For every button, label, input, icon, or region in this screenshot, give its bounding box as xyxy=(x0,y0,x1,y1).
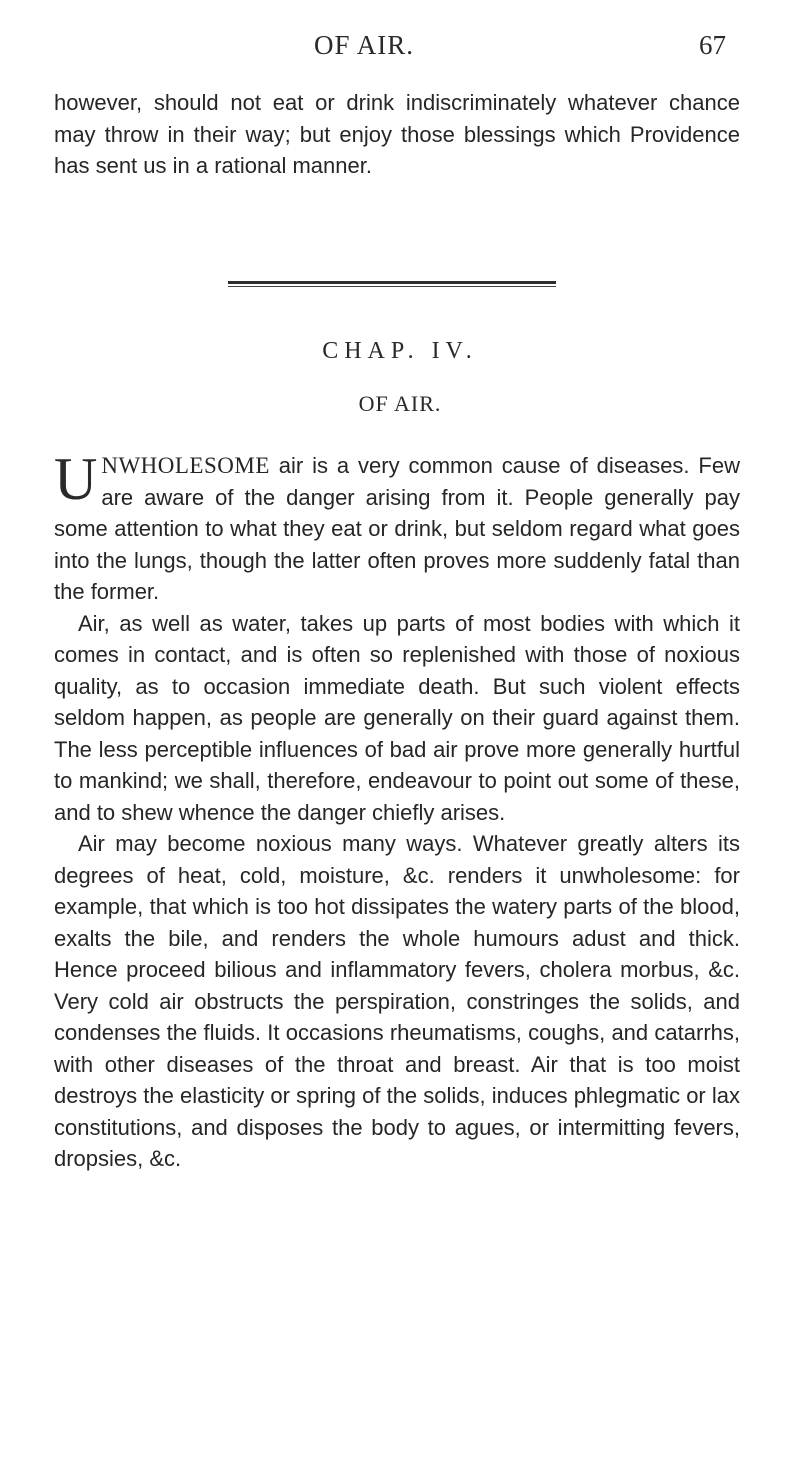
continued-paragraph: however, should not eat or drink indiscriminately whatever chance may throw in their way; but enjoy those blessings which Providence has sent us in a rational manner. xyxy=(54,90,740,178)
running-head-title: OF AIR. xyxy=(314,30,415,60)
paragraph-1-text: air is a very common cause of diseases. Few are aware of the danger arising from it. People generally pay some attention to what they eat or drink, but seldom regard what goes into the lungs, though the latter often proves more suddenly fatal than the former. xyxy=(54,453,740,604)
chapter-heading: CHAP. IV. xyxy=(322,338,478,364)
section-divider xyxy=(228,281,556,284)
paragraph-2: Air, as well as water, takes up parts of most bodies with which it comes in contact, and is often so replenished with those of noxious quality, as to occasion immediate death. But such violent effects seldom happen, as people are generally on their guard against them. The less perceptible influences of bad air prove more generally hurtful to mankind; we shall, therefore, endeavour to point out some of these, and to shew whence the danger chiefly arises. xyxy=(54,610,740,825)
paragraph-1 xyxy=(54,446,740,608)
page-number: 67 xyxy=(699,30,726,60)
chapter-body xyxy=(54,446,740,1175)
opening-caps: NWHOLESOME xyxy=(101,453,270,478)
running-head xyxy=(0,30,800,70)
paragraph-3: Air may become noxious many ways. Whatever greatly alters its degrees of heat, cold, moisture, &c. renders it unwholesome: for example, that which is too hot dissipates the watery parts of the blood, exalts the bile, and renders the whole humours adust and thick. Hence proceed bilious and inflammatory fevers, cholera morbus, &c. Very cold air obstructs the perspiration, constringes the solids, and condenses the fluids. It occasions rheumatisms, coughs, and catarrhs, with other diseases of the throat and breast. Air that is too moist destroys the elasticity or spring of the solids, induces phlegmatic or lax constitutions, and disposes the body to agues, or intermitting fevers, dropsies, &c. xyxy=(54,831,740,1171)
chapter-subheading: OF AIR. xyxy=(358,391,442,416)
drop-cap: U xyxy=(54,446,98,512)
